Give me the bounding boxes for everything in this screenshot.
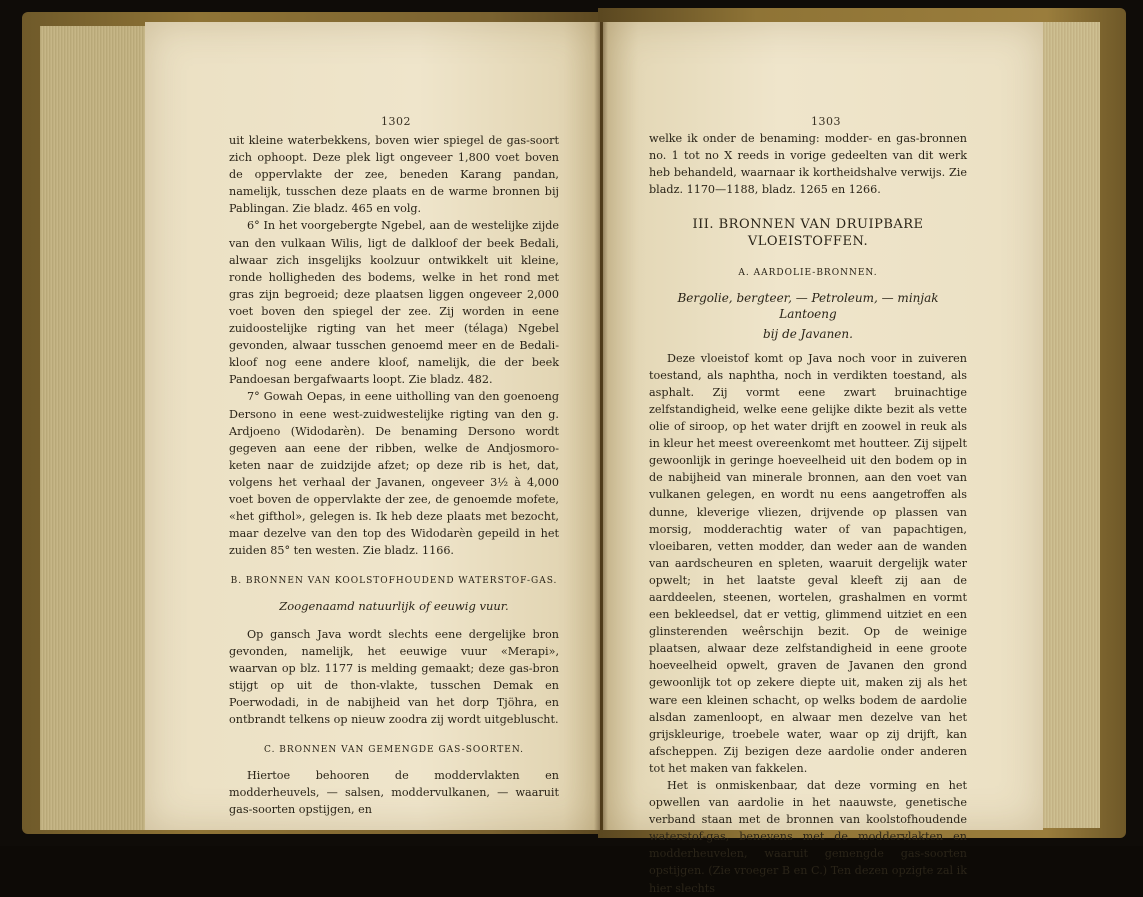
left-page-body bbox=[229, 132, 559, 818]
section-subheading-b: Zoogenaamd natuurlijk of eeuwig vuur. bbox=[279, 599, 509, 614]
paragraph: Deze vloeistof komt op Java noch voor in zuiveren toestand, als naphtha, noch in verdikten toestand, als asphalt. Zij vormt eene zwart bruinachtige zelfstandigheid, welke eene gelijke dikte bezit als vette olie of siroop, op het water drijft en zoowel in reuk als in kleur het meest overeenkomt met houtteer. Zij sijpelt gewoonlijk in geringe hoeveelheid uit den bodem op in de nabijheid van minerale bronnen, aan den voet van vulkanen gelegen, en wordt nu eens aangetroffen als dunne, kleverige vliezen, drijvende op plassen van morsig, modderachtig water of van papachtigen, vloeibaren, vetten modder, dan weder aan de wanden van aardscheuren en spleten, waaruit dergelijk water opwelt; in het laatste geval kleeft zij aan de aarddeelen, steenen, wortelen, grashalmen en vormt een bekleedsel, dat er vettig, glimmend uitziet en een glinsterenden weêrschijn bezit. Op de weinige plaatsen, alwaar deze zelfstandigheid in eene groote hoeveelheid opwelt, graven de Javanen den grond gewoonlijk tot op zekere diepte uit, maken zij als het ware een kleinen schacht, op welks bodem de aardolie alsdan zamenloopt, en alwaar men dezelve van het grijskleurige, troebele water, waar op zij drijft, kan afscheppen. Zij bezigen deze aardolie onder anderen tot het maken van fakkelen. bbox=[649, 351, 967, 775]
section-heading-a: A. AARDOLIE-BRONNEN. bbox=[738, 267, 878, 278]
section-heading-c: C. BRONNEN VAN GEMENGDE GAS-SOORTEN. bbox=[264, 745, 524, 756]
paragraph: Op gansch Java wordt slechts eene dergelijke bron gevonden, namelijk, het eeuwige vuur «Merapi», waarvan op blz. 1177 is melding gemaakt; deze gas-bron stijgt op uit de thon-vlakte, tusschen Demak en Poerwodadi, in de nabijheid van het dorp Tjöhra, en ontbrandt telkens op nieuw zoodra zij wordt uitgebluscht. bbox=[229, 627, 559, 726]
page-number-left: 1302 bbox=[381, 115, 411, 128]
section-subtitle: Bergolie, bergteer, — Petroleum, — minjak Lantoeng bbox=[677, 290, 939, 321]
paragraph: uit kleine waterbekkens, boven wier spiegel de gas-soort zich ophoopt. Deze plek ligt ongeveer 1,800 voet boven de oppervlakte der zee, beneden Karang pandan, namelijk, tusschen deze plaats en de warme bronnen bij Pablingan. Zie bladz. 465 en volg. bbox=[229, 134, 559, 216]
right-page bbox=[603, 22, 1043, 895]
paragraph: 7° Gowah Oepas, in eene uitholling van den goenoeng Dersono in eene west-zuidwestelijke rigting van den g. Ardjoeno (Widodarèn). De benaming Dersono wordt gegeven aan eene der ribben, welke de Andjosmoro-keten naar de zuidzijde afzet; op deze rib is het, dat, volgens het verhaal der Javanen, ongeveer 3½ à 4,000 voet boven de oppervlakte der zee, de genoemde mofete, «het gifthol», gelegen is. Ik heb deze plaats met bezocht, maar dezelve van den top des Widodarèn gepeild in het zuiden 85° ten westen. Zie bladz. 1166. bbox=[229, 390, 559, 558]
right-page-edges bbox=[1040, 22, 1100, 828]
page-number-right: 1303 bbox=[811, 115, 841, 128]
section-heading-b: B. BRONNEN VAN KOOLSTOFHOUDEND WATERSTOF-GAS. bbox=[230, 576, 558, 587]
paragraph: Hiertoe behooren de moddervlakten en modderheuvels, — salsen, moddervulkanen, — waaruit gas-soorten opstijgen, en bbox=[229, 769, 559, 817]
paragraph: welke ik onder de benaming: modder- en gas-bronnen no. 1 tot no X reeds in vorige gedeelten van dit werk heb behandeld, waarnaar ik kortheidshalve verwijs. Zie bladz. 1170—1188, bladz. 1265 en 1266. bbox=[649, 132, 967, 197]
left-page-edges bbox=[40, 26, 150, 830]
paragraph: 6° In het voorgebergte Ngebel, aan de westelijke zijde van den vulkaan Wilis, ligt de dalkloof der beek Bedali, alwaar zich insgelijks koolzuur ontwikkelt uit kleine, ronde holligheden des bodems, welke in het rond met gras zijn begroeid; deze plaatsen liggen ongeveer 2,000 voet boven den spiegel der zee. Zij worden in eene zuidoostelijke rigting van het meer (télaga) Ngebel gevonden, alwaar tusschen genoemd meer en de Bedali-kloof nog eene andere kloof, namelijk, die der beek Pandoesan bergafwaarts loopt. Zie bladz. 482. bbox=[229, 219, 559, 387]
right-page-body bbox=[649, 130, 967, 897]
left-page bbox=[145, 22, 600, 830]
paragraph: Het is onmiskenbaar, dat deze vorming en het opwellen van aardolie in het naauwste, genetische verband staan met de bronnen van koolstofhoudende waterstof-gas, benevens met de moddervlakten en modderheuvelen, waaruit gemengde gas-soorten opstijgen. (Zie vroeger B en C.) Ten dezen opzigte zal ik hier slechts bbox=[649, 779, 967, 895]
chapter-heading: III. BRONNEN VAN DRUIPBARE VLOEISTOFFEN. bbox=[692, 217, 924, 250]
book-gutter bbox=[594, 22, 608, 830]
section-subtitle-cont: bij de Javanen. bbox=[763, 326, 853, 341]
